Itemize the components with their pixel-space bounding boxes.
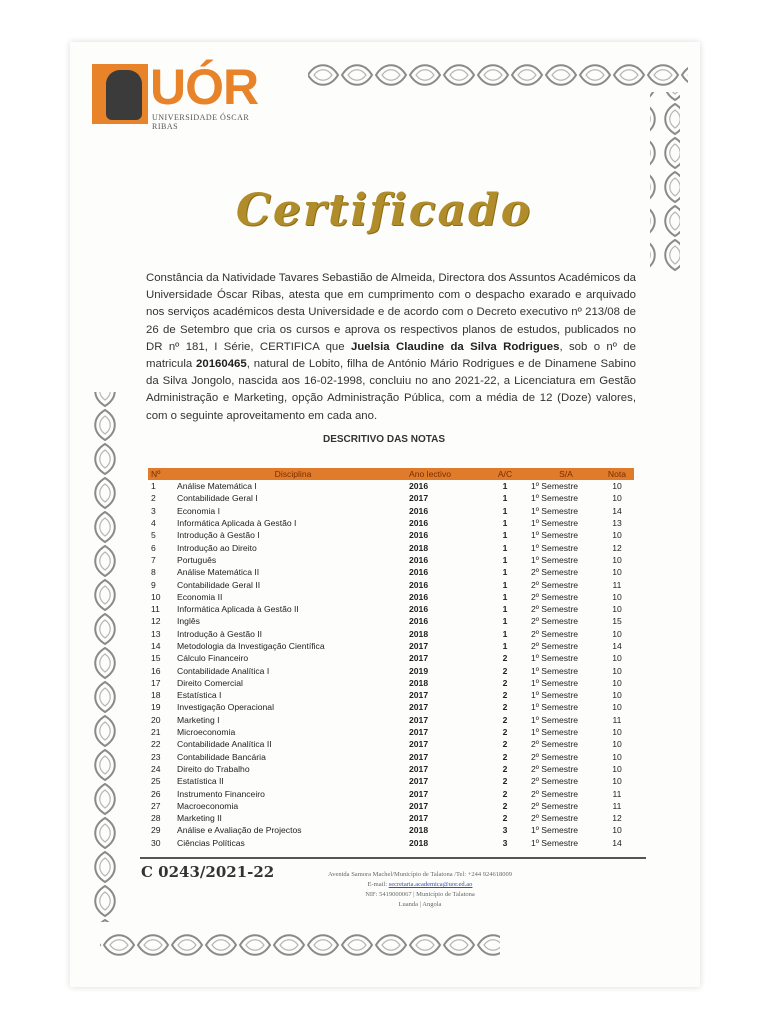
row-year: 2017 xyxy=(409,641,429,651)
row-sa: 2º Semestre xyxy=(531,591,579,602)
row-grade: 14 xyxy=(612,505,622,516)
row-year: 2016 xyxy=(409,505,429,516)
table-row xyxy=(148,775,634,787)
table-row xyxy=(148,505,634,517)
row-grade: 10 xyxy=(612,604,622,615)
row-number: 2 xyxy=(151,493,156,504)
row-grade: 10 xyxy=(612,702,622,713)
row-grade: 10 xyxy=(612,751,622,762)
grades-body xyxy=(148,480,634,849)
row-ac: 1 xyxy=(502,567,508,578)
row-ac: 2 xyxy=(502,653,508,664)
student-name: Juelsia Claudine da Silva Rodrigues xyxy=(350,340,560,353)
row-number: 21 xyxy=(151,727,161,738)
row-discipline: Introdução à Gestão I xyxy=(177,530,260,541)
row-grade: 10 xyxy=(612,567,622,578)
row-ac: 1 xyxy=(502,641,508,651)
row-number: 19 xyxy=(151,702,161,713)
row-number: 4 xyxy=(151,518,156,529)
row-number: 23 xyxy=(151,751,161,762)
row-year: 2016 xyxy=(409,604,429,615)
logo-portrait-icon xyxy=(92,64,148,124)
row-ac: 2 xyxy=(502,776,508,787)
row-ac: 1 xyxy=(502,604,508,615)
row-sa: 2º Semestre xyxy=(531,763,579,774)
footer-city: Luanda | Angola xyxy=(398,901,442,908)
table-bottom-rule xyxy=(140,857,646,859)
row-sa: 1º Semestre xyxy=(531,542,579,553)
row-discipline: Análise Matemática I xyxy=(177,481,257,492)
footer xyxy=(280,870,560,910)
row-ac: 2 xyxy=(502,739,508,750)
table-row xyxy=(148,480,634,492)
grades-table xyxy=(148,468,634,849)
row-grade: 10 xyxy=(612,739,622,750)
row-ac: 2 xyxy=(502,800,508,811)
row-grade: 13 xyxy=(612,518,622,529)
row-discipline: Introdução à Gestão II xyxy=(177,628,263,639)
row-ac: 1 xyxy=(502,616,508,627)
table-row xyxy=(148,603,634,615)
row-ac: 2 xyxy=(502,727,508,738)
row-ac: 2 xyxy=(502,690,508,701)
row-year: 2019 xyxy=(409,665,429,676)
row-sa: 1º Semestre xyxy=(531,714,579,725)
header-ac: A/C xyxy=(497,469,513,479)
row-discipline: Estatística II xyxy=(177,776,224,787)
row-year: 2016 xyxy=(409,616,429,627)
row-number: 12 xyxy=(151,616,161,627)
row-discipline: Análise e Avaliação de Projectos xyxy=(177,825,302,836)
row-number: 7 xyxy=(151,554,156,565)
row-ac: 1 xyxy=(502,579,508,590)
row-discipline: Investigação Operacional xyxy=(177,702,274,713)
table-row xyxy=(148,763,634,775)
row-discipline: Português xyxy=(177,554,217,565)
table-row xyxy=(148,664,634,676)
table-row xyxy=(148,812,634,824)
row-grade: 14 xyxy=(612,641,622,651)
body-part-2: , sob o nº de matricula xyxy=(146,340,636,371)
row-number: 3 xyxy=(151,505,156,516)
row-grade: 11 xyxy=(612,800,622,811)
row-discipline: Cálculo Financeiro xyxy=(177,653,249,664)
row-discipline: Contabilidade Geral II xyxy=(177,579,261,590)
row-discipline: Contabilidade Bancária xyxy=(177,751,266,762)
table-row xyxy=(148,787,634,799)
row-grade: 11 xyxy=(612,714,622,725)
row-sa: 1º Semestre xyxy=(531,554,579,565)
row-ac: 1 xyxy=(502,628,508,639)
table-row xyxy=(148,541,634,553)
table-row xyxy=(148,529,634,541)
table-row xyxy=(148,824,634,836)
row-sa: 1º Semestre xyxy=(531,690,579,701)
row-grade: 10 xyxy=(612,665,622,676)
footer-nif: NIF: 5419000067 | Município de Talatona xyxy=(365,891,475,898)
row-year: 2017 xyxy=(409,493,429,504)
row-discipline: Marketing I xyxy=(177,714,220,725)
row-discipline: Marketing II xyxy=(177,813,222,824)
row-year: 2018 xyxy=(409,677,429,688)
table-row xyxy=(148,591,634,603)
row-grade: 10 xyxy=(612,554,622,565)
row-grade: 10 xyxy=(612,493,622,504)
row-sa: 2º Semestre xyxy=(531,751,579,762)
row-year: 2016 xyxy=(409,481,429,492)
row-year: 2018 xyxy=(409,542,429,553)
table-row xyxy=(148,837,634,849)
row-sa: 2º Semestre xyxy=(531,776,579,787)
row-sa: 1º Semestre xyxy=(531,505,579,516)
row-sa: 2º Semestre xyxy=(531,616,579,627)
row-year: 2017 xyxy=(409,763,429,774)
row-number: 17 xyxy=(151,677,161,688)
row-sa: 1º Semestre xyxy=(531,665,579,676)
row-ac: 1 xyxy=(502,518,508,529)
row-year: 2017 xyxy=(409,727,429,738)
header-discipline: Disciplina xyxy=(274,469,312,479)
row-discipline: Informática Aplicada à Gestão I xyxy=(177,518,297,529)
row-year: 2016 xyxy=(409,591,429,602)
row-year: 2018 xyxy=(409,837,429,848)
row-discipline: Inglês xyxy=(177,616,200,627)
body-part-1: Constância da Natividade Tavares Sebastião de Almeida, Directora dos Assuntos Académicos da Universidade Óscar Ribas, atesta que em cumprimento com o despacho exarado e arquivado nos serviços académicos desta Universidade e de acordo com o Decreto executivo nº 213/08 de 26 de Setembro que cria os cursos e aprova os respectivos planos de estudos, publicados no DR nº 181, I Série, CERTIFICA que xyxy=(146,272,636,353)
row-ac: 1 xyxy=(502,542,508,553)
row-grade: 10 xyxy=(612,677,622,688)
row-discipline: Instrumento Financeiro xyxy=(177,788,265,799)
row-number: 1 xyxy=(151,481,156,492)
row-ac: 3 xyxy=(502,825,508,836)
grades-section-title: DESCRITIVO DAS NOTAS xyxy=(322,434,446,445)
row-year: 2017 xyxy=(409,653,429,664)
logo-subtitle: UNIVERSIDADE ÓSCAR RIBAS xyxy=(152,113,250,131)
row-grade: 10 xyxy=(612,591,622,602)
row-year: 2017 xyxy=(409,714,429,725)
row-number: 10 xyxy=(151,591,161,602)
row-sa: 2º Semestre xyxy=(531,788,579,799)
row-sa: 2º Semestre xyxy=(531,739,579,750)
row-number: 27 xyxy=(151,800,161,811)
row-ac: 2 xyxy=(502,813,508,824)
row-number: 16 xyxy=(151,665,161,676)
row-grade: 10 xyxy=(612,763,622,774)
row-grade: 10 xyxy=(612,825,622,836)
row-grade: 11 xyxy=(612,579,622,590)
header-year: Ano lectivo xyxy=(409,469,452,479)
grades-header-row xyxy=(148,468,634,480)
row-number: 6 xyxy=(151,542,156,553)
row-sa: 2º Semestre xyxy=(531,567,579,578)
row-ac: 1 xyxy=(502,481,508,492)
row-year: 2016 xyxy=(409,579,429,590)
row-discipline: Contabilidade Geral I xyxy=(177,493,258,504)
row-grade: 10 xyxy=(612,776,622,787)
footer-email-link[interactable]: secretaria.academica@uor.ed.ao xyxy=(388,881,473,888)
footer-address: Avenida Samora Machel/Município de Talatona /Tel: +244 924618009 xyxy=(328,871,512,878)
row-discipline: Microeconomia xyxy=(177,727,236,738)
row-ac: 2 xyxy=(502,665,508,676)
row-discipline: Direito Comercial xyxy=(177,677,243,688)
row-year: 2017 xyxy=(409,702,429,713)
row-sa: 2º Semestre xyxy=(531,641,579,651)
row-ac: 1 xyxy=(502,591,508,602)
row-grade: 10 xyxy=(612,530,622,541)
row-grade: 10 xyxy=(612,628,622,639)
table-row xyxy=(148,492,634,504)
row-year: 2017 xyxy=(409,776,429,787)
row-discipline: Contabilidade Analítica I xyxy=(177,665,270,676)
logo-text: UÓR xyxy=(150,59,259,115)
row-ac: 1 xyxy=(502,530,508,541)
header-grade: Nota xyxy=(607,469,627,479)
row-year: 2017 xyxy=(409,800,429,811)
table-row xyxy=(148,751,634,763)
row-grade: 11 xyxy=(612,788,622,799)
row-number: 28 xyxy=(151,813,161,824)
row-ac: 2 xyxy=(502,714,508,725)
row-grade: 10 xyxy=(612,690,622,701)
row-ac: 2 xyxy=(502,763,508,774)
table-row xyxy=(148,615,634,627)
row-discipline: Metodologia da Investigação Científica xyxy=(177,641,325,651)
row-number: 29 xyxy=(151,825,161,836)
row-grade: 12 xyxy=(612,813,622,824)
row-sa: 2º Semestre xyxy=(531,800,579,811)
footer-email-line xyxy=(280,880,560,890)
row-year: 2018 xyxy=(409,628,429,639)
row-year: 2016 xyxy=(409,554,429,565)
row-ac: 2 xyxy=(502,788,508,799)
row-year: 2018 xyxy=(409,825,429,836)
row-sa: 1º Semestre xyxy=(531,653,579,664)
table-row xyxy=(148,714,634,726)
row-year: 2016 xyxy=(409,518,429,529)
row-year: 2016 xyxy=(409,567,429,578)
row-ac: 1 xyxy=(502,493,508,504)
row-number: 25 xyxy=(151,776,161,787)
row-year: 2017 xyxy=(409,788,429,799)
row-ac: 1 xyxy=(502,505,508,516)
row-discipline: Economia II xyxy=(177,591,223,602)
certificate-number: C 0243/2021-22 xyxy=(141,863,275,881)
table-row xyxy=(148,628,634,640)
row-number: 9 xyxy=(151,579,156,590)
row-discipline: Introdução ao Direito xyxy=(177,542,257,553)
row-number: 20 xyxy=(151,714,161,725)
row-year: 2016 xyxy=(409,530,429,541)
row-discipline: Estatística I xyxy=(177,690,222,701)
row-sa: 2º Semestre xyxy=(531,579,579,590)
table-row xyxy=(148,800,634,812)
row-number: 11 xyxy=(151,604,160,615)
certificate-title: Certificado xyxy=(235,185,533,236)
row-number: 26 xyxy=(151,788,161,799)
row-sa: 1º Semestre xyxy=(531,837,579,848)
university-logo xyxy=(92,59,272,131)
table-row xyxy=(148,517,634,529)
row-number: 22 xyxy=(151,739,161,750)
table-row xyxy=(148,677,634,689)
row-year: 2017 xyxy=(409,739,429,750)
row-discipline: Economia I xyxy=(177,505,220,516)
row-number: 24 xyxy=(151,763,161,774)
row-ac: 1 xyxy=(502,554,508,565)
row-sa: 2º Semestre xyxy=(531,604,579,615)
student-number: 20160465 xyxy=(196,358,247,371)
row-year: 2017 xyxy=(409,751,429,762)
row-sa: 2º Semestre xyxy=(531,628,579,639)
row-number: 18 xyxy=(151,690,161,701)
row-ac: 2 xyxy=(502,702,508,713)
row-discipline: Contabilidade Analítica II xyxy=(177,739,272,750)
table-row xyxy=(148,554,634,566)
row-grade: 14 xyxy=(612,837,622,848)
row-sa: 1º Semestre xyxy=(531,677,579,688)
row-ac: 2 xyxy=(502,677,508,688)
row-sa: 1º Semestre xyxy=(531,825,579,836)
table-row xyxy=(148,566,634,578)
row-grade: 10 xyxy=(612,727,622,738)
table-row xyxy=(148,640,634,652)
row-sa: 2º Semestre xyxy=(531,813,579,824)
row-grade: 10 xyxy=(612,481,622,492)
row-sa: 1º Semestre xyxy=(531,530,579,541)
row-sa: 1º Semestre xyxy=(531,518,579,529)
row-discipline: Macroeconomia xyxy=(177,800,239,811)
row-sa: 1º Semestre xyxy=(531,481,579,492)
row-number: 5 xyxy=(151,530,156,541)
row-sa: 1º Semestre xyxy=(531,727,579,738)
footer-email-label: E-mail: xyxy=(367,881,388,888)
row-discipline: Direito do Trabalho xyxy=(177,763,250,774)
row-ac: 2 xyxy=(502,751,508,762)
row-sa: 1º Semestre xyxy=(531,493,579,504)
row-number: 30 xyxy=(151,837,161,848)
table-row xyxy=(148,689,634,701)
row-discipline: Ciências Políticas xyxy=(177,837,245,848)
row-grade: 15 xyxy=(612,616,622,627)
row-year: 2017 xyxy=(409,813,429,824)
row-number: 8 xyxy=(151,567,156,578)
body-part-3: , natural de Lobito, filha de António Mário Rodrigues e de Dinamene Sabino da Silva Jongolo, nascida aos 16-02-1998, concluiu no ano 2021-22, a Licenciatura em Gestão Administração e Marketing, opção Administração Pública, com a média de 12 (Doze) valores, com o seguinte aproveitamento em cada ano. xyxy=(146,358,636,422)
table-row xyxy=(148,652,634,664)
table-row xyxy=(148,726,634,738)
row-number: 14 xyxy=(151,641,161,651)
row-ac: 3 xyxy=(502,837,508,848)
row-discipline: Informática Aplicada à Gestão II xyxy=(177,604,299,615)
row-year: 2017 xyxy=(409,690,429,701)
header-sa: S/A xyxy=(559,469,573,479)
table-row xyxy=(148,578,634,590)
row-grade: 12 xyxy=(612,542,622,553)
row-sa: 1º Semestre xyxy=(531,702,579,713)
row-number: 13 xyxy=(151,628,161,639)
row-grade: 10 xyxy=(612,653,622,664)
row-number: 15 xyxy=(151,653,161,664)
table-row xyxy=(148,738,634,750)
certificate-body xyxy=(146,270,636,425)
row-discipline: Análise Matemática II xyxy=(177,567,260,578)
table-row xyxy=(148,701,634,713)
header-number: Nº xyxy=(151,469,161,479)
